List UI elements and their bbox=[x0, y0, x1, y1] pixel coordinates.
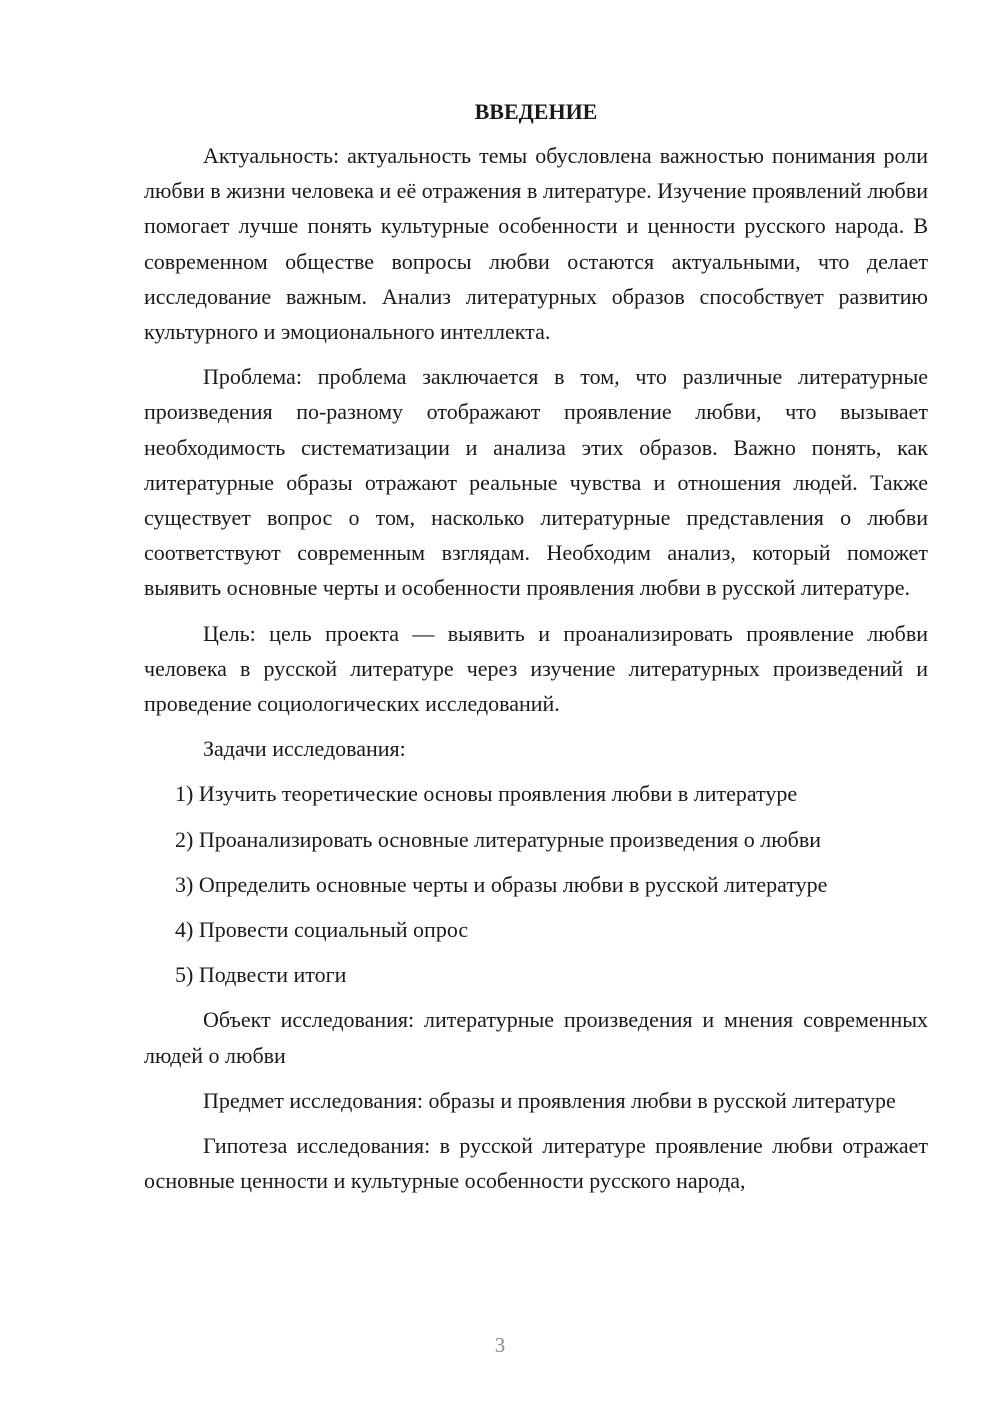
page-content bbox=[144, 96, 928, 1208]
paragraph-object: Объект исследования: литературные произведения и мнения современных людей о любви bbox=[144, 1007, 928, 1068]
paragraph-problem: Проблема: проблема заключается в том, что различные литературные произведения по-разному отображают проявление любви, что вызывает необходимость систематизации и анализа этих образов. Важно понять, как литературные образы отражают реальные чувства и отношения людей. Также существует вопрос о том, насколько литературные представления о любви соответствуют современным взглядам. Необходим анализ, который поможет выявить основные черты и особенности проявления любви в русской литературе. bbox=[144, 364, 928, 601]
tasks-list bbox=[144, 776, 928, 992]
paragraph-goal: Цель: цель проекта — выявить и проанализировать проявление любви человека в русской литературе через изучение литературных произведений и проведение социологических исследований. bbox=[144, 620, 928, 717]
list-item: 5) Подвести итоги bbox=[175, 962, 347, 988]
paragraph-relevance: Актуальность: актуальность темы обусловлена важностью понимания роли любви в жизни человека и её отражения в литературе. Изучение проявлений любви помогает лучше понять культурные особенности и ценности русского народа. В современном обществе вопросы любви остаются актуальными, что делает исследование важным. Анализ литературных образов способствует развитию культурного и эмоционального интеллекта. bbox=[144, 143, 928, 345]
list-item: 4) Провести социальный опрос bbox=[175, 917, 469, 943]
paragraph-hypothesis: Гипотеза исследования: в русской литературе проявление любви отражает основные ценности и культурные особенности русского народа, bbox=[144, 1133, 928, 1194]
list-item: 3) Определить основные черты и образы любви в русской литературе bbox=[175, 871, 828, 897]
list-item: 2) Проанализировать основные литературные произведения о любви bbox=[175, 826, 821, 852]
paragraph-subject: Предмет исследования: образы и проявления любви в русской литературе bbox=[203, 1087, 896, 1113]
list-item: 1) Изучить теоретические основы проявления любви в литературе bbox=[175, 781, 798, 807]
page-number: 3 bbox=[494, 1333, 506, 1357]
page-title: ВВЕДЕНИЕ bbox=[474, 99, 598, 124]
tasks-heading: Задачи исследования: bbox=[203, 736, 406, 762]
